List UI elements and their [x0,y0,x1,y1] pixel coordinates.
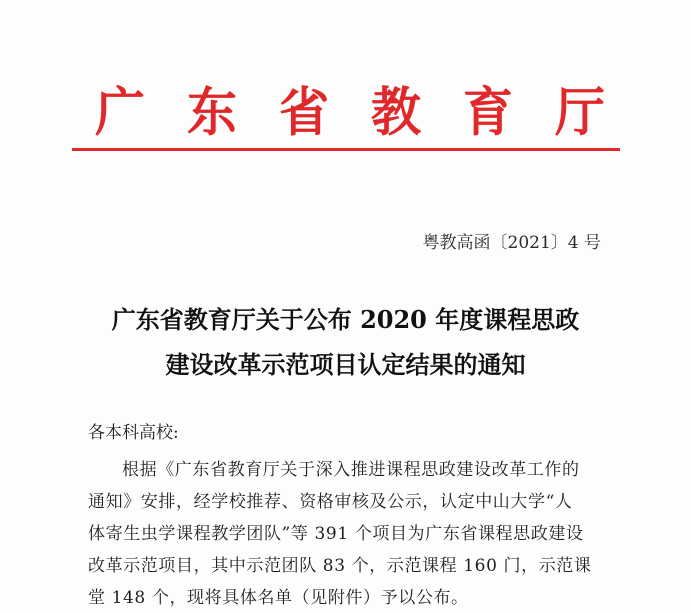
body-line: 根据《广东省教育厅关于深入推进课程思政建设改革工作的 [122,460,580,480]
salutation: 各本科高校: [88,423,179,443]
masthead-title [90,74,610,141]
document-title-line-2: 建设改革示范项目认定结果的通知 [165,350,526,379]
masthead-char: 育 [463,80,513,143]
document-number: 粤教高函〔2021〕4 号 [422,233,601,253]
masthead-char: 省 [279,80,329,143]
masthead-char: 教 [371,80,421,143]
body-line: 通知》安排，经学校推荐、资格审核及公示，认定中山大学“人 [88,492,573,512]
masthead-char: 厅 [555,80,605,143]
body-line: 改革示范项目，其中示范团队 83 个，示范课程 160 门，示范课 [88,556,592,576]
masthead-divider [72,148,620,151]
body-line: 堂 148 个，现将具体名单（见附件）予以公布。 [88,588,469,608]
document-title-line-1: 广东省教育厅关于公布 2020 年度课程思政 [111,305,580,334]
masthead-char: 东 [187,80,237,143]
body-line: 体寄生虫学课程教学团队”等 391 个项目为广东省课程思政建设 [88,524,584,544]
masthead-char: 广 [95,80,145,143]
